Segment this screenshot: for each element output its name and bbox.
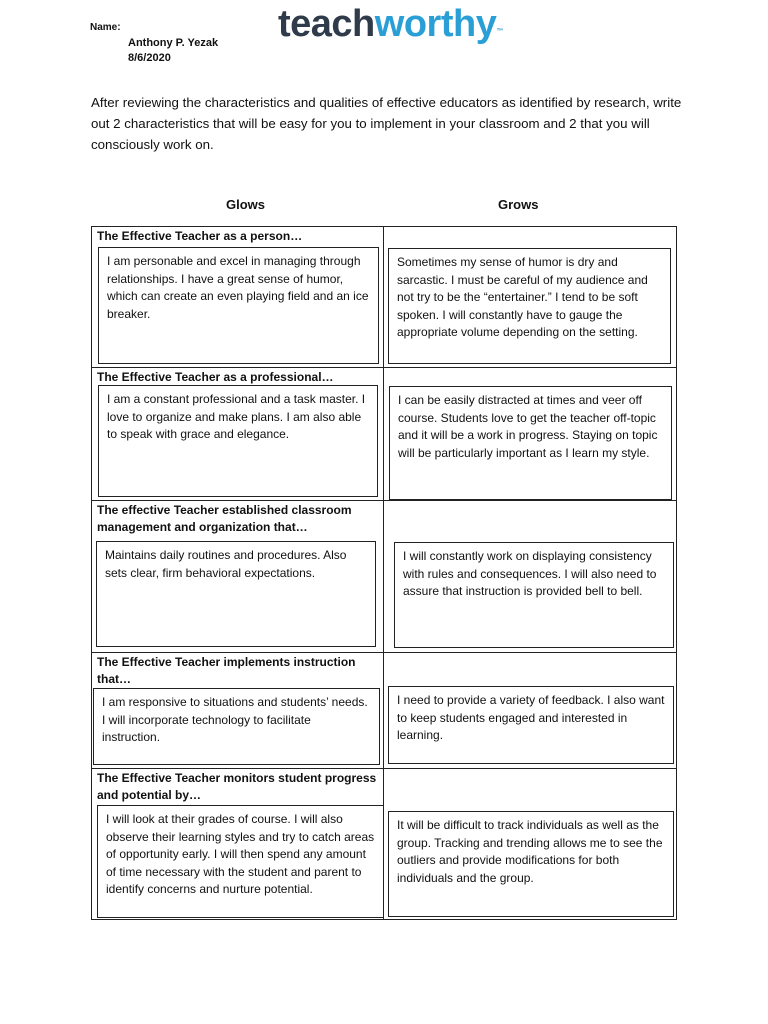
column-header-grows: Grows [498, 197, 539, 212]
grow-box-instruction: I need to provide a variety of feedback. I also want to keep students engaged and interested in learning. [388, 686, 674, 764]
glow-box-instruction: I am responsive to situations and students’ needs. I will incorporate technology to facilitate instruction. [93, 688, 380, 765]
glow-box-professional: I am a constant professional and a task master. I love to organize and make plans. I am also able to speak with grace and elegance. [98, 385, 378, 497]
glow-box-monitoring: I will look at their grades of course. I will also observe their learning styles and try to catch areas of opportunity early. I will then spend any amount of time necessary with the student and parent to identify concerns and nurture potential. [97, 805, 384, 918]
logo-text-worthy: worthy [374, 3, 497, 45]
date: 8/6/2020 [128, 52, 171, 64]
grow-box-person: Sometimes my sense of humor is dry and sarcastic. I must be careful of my audience and not try to be the “entertainer.” I tend to be soft spoken. I will constantly have to gauge the appropriate volume depending on the setting. [388, 248, 671, 364]
section-title-management: The effective Teacher established classroom management and organization that… [97, 503, 352, 534]
column-header-glows: Glows [226, 197, 266, 212]
row-divider [91, 367, 677, 368]
row-divider [91, 768, 677, 769]
name-label: Name: [90, 22, 121, 33]
logo-trademark: ™ [496, 28, 503, 35]
glow-box-management: Maintains daily routines and procedures. Also sets clear, firm behavioral expectations. [96, 541, 376, 647]
section-title-person: The Effective Teacher as a person… [97, 229, 303, 243]
grow-box-professional: I can be easily distracted at times and veer off course. Students love to get the teacher off-topic and it will be a work in progress. Staying on topic will be particularly important as I learn my style. [389, 386, 672, 500]
section-title-professional: The Effective Teacher as a professional… [97, 370, 334, 384]
grow-box-management: I will constantly work on displaying consistency with rules and consequences. I will also need to assure that instruction is provided bell to bell. [394, 542, 674, 648]
teachworthy-logo [278, 2, 503, 46]
section-title-monitoring: The Effective Teacher monitors student progress and potential by… [97, 771, 377, 802]
student-name: Anthony P. Yezak [128, 37, 219, 49]
instructions: After reviewing the characteristics and qualities of effective educators as identified by research, write out 2 characteristics that will be easy for you to implement in your classroom and 2 that you will consciously work on. [91, 95, 682, 152]
row-divider [91, 500, 677, 501]
grow-box-monitoring: It will be difficult to track individuals as well as the group. Tracking and trending allows me to see the outliers and provide modifications for both individuals and the group. [388, 811, 674, 917]
row-divider [91, 652, 677, 653]
section-title-instruction: The Effective Teacher implements instruction that… [97, 655, 356, 686]
glow-box-person: I am personable and excel in managing through relationships. I have a great sense of humor, which can create an even playing field and an ice breaker. [98, 247, 379, 364]
logo-text-teach: teach [278, 3, 375, 45]
